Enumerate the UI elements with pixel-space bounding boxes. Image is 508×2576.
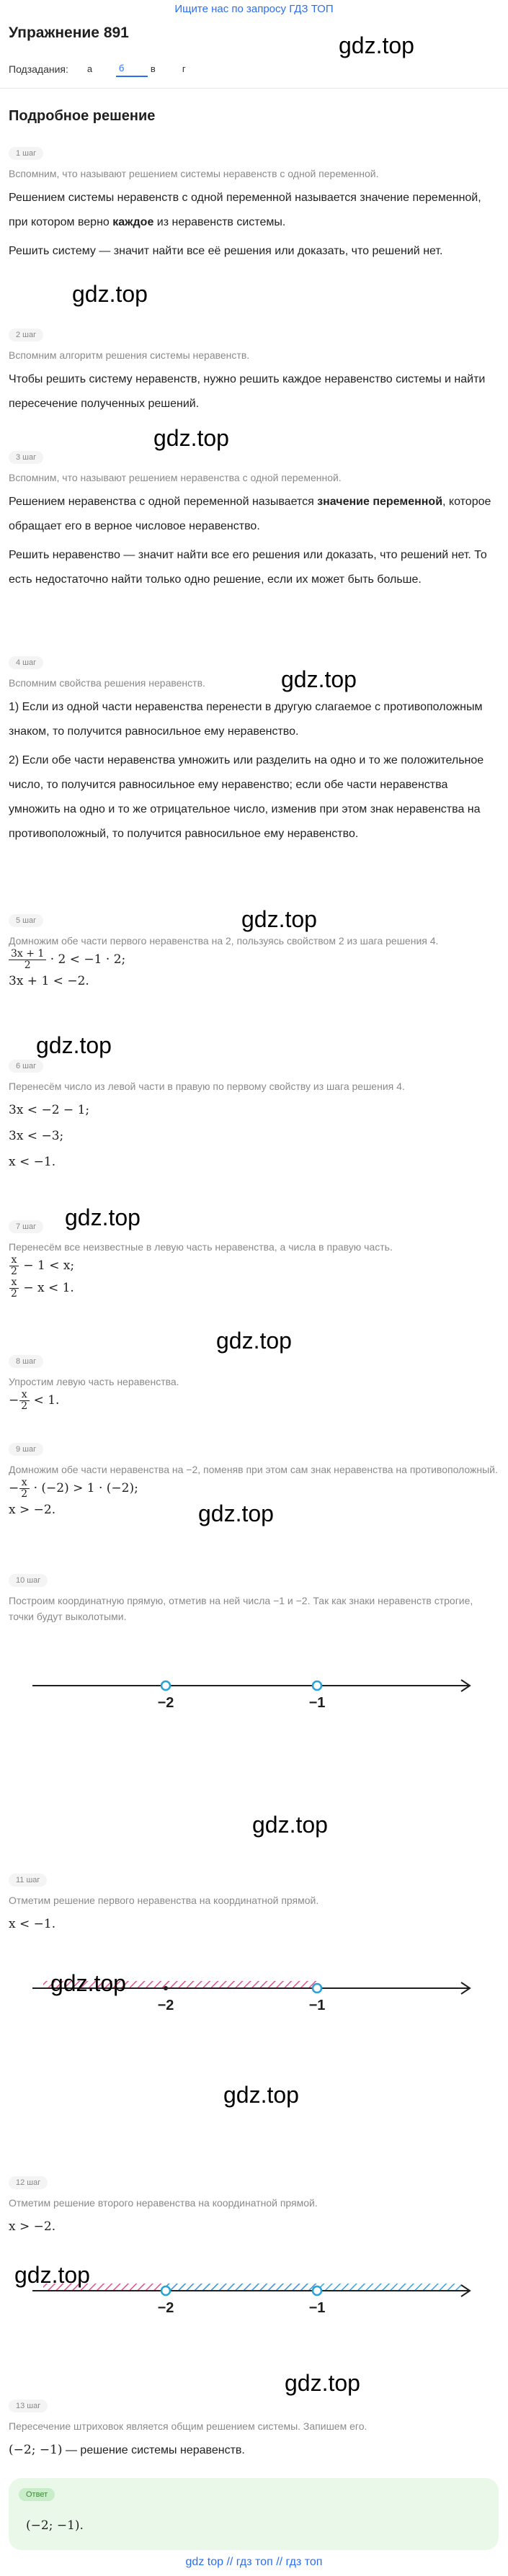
step-6 bbox=[9, 1059, 499, 1172]
math-line: − $\frac{x}{2}$ · (−2) > 1 · (−2); bbox=[9, 1477, 138, 1500]
step-badge: 1 шаг bbox=[9, 147, 43, 160]
step-badge: 5 шаг bbox=[9, 914, 43, 927]
watermark: gdz.top bbox=[65, 1204, 141, 1230]
step-hint: Упростим левую часть неравенства. bbox=[9, 1376, 179, 1387]
math-line: x < −1. bbox=[9, 1917, 56, 1931]
step-badge: 6 шаг bbox=[9, 1060, 43, 1073]
step-13 bbox=[9, 2399, 499, 2461]
step-12 bbox=[9, 2175, 499, 2237]
step-hint: Перенесём все неизвестные в левую часть неравенства, а числа в правую часть. bbox=[9, 1241, 393, 1253]
step-text: Чтобы решить систему неравенств, нужно решить каждое неравенство системы и найти пересечение полученных решений. bbox=[9, 373, 486, 410]
math-line: x < −1. bbox=[9, 1155, 56, 1169]
tick-label: −1 bbox=[308, 1998, 326, 2013]
step-badge: 11 шаг bbox=[9, 1874, 47, 1887]
math-line: x > −2. bbox=[9, 1503, 56, 1517]
subtasks-bar bbox=[9, 61, 211, 77]
step-2 bbox=[9, 328, 499, 416]
step-hint: Вспомним, что называют решением системы неравенств с одной переменной. bbox=[9, 168, 379, 179]
math-line: $\frac{3x + 1}{2}$ · 2 < −1 · 2; bbox=[9, 949, 499, 971]
step-text: 1) Если из одной части неравенства перенести в другую слагаемое с противоположным знаком, то получится равносильное ему неравенство. 2) Если обе части неравенства умножить или разделить на одно и то же положительное число, то получится равносильное ему неравенство; если обе части неравенства умножить на одно и то же отрицательное число, изменив при этом знак неравенства на противоположный, то получится равносильное ему неравенство. bbox=[9, 701, 484, 840]
point-minus-2 bbox=[161, 1681, 170, 1690]
tick-label: −2 bbox=[157, 1695, 174, 1711]
watermark: gdz.top bbox=[216, 1328, 292, 1354]
watermark: gdz.top bbox=[339, 32, 414, 58]
footer-links[interactable]: gdz top // гдз топ // гдз топ bbox=[185, 2556, 323, 2568]
math-line: − $\frac{x}{2}$ < 1. bbox=[9, 1389, 60, 1412]
tick-label: −2 bbox=[157, 1998, 174, 2013]
step-hint: Построим координатную прямую, отметив на ней числа −1 и −2. Так как знаки неравенств строгие, точки будут выколотыми. bbox=[9, 1595, 473, 1622]
number-line-1 bbox=[29, 1671, 476, 1714]
tick-label: −1 bbox=[308, 1695, 326, 1711]
step-badge: 12 шаг bbox=[9, 2176, 48, 2189]
divider bbox=[0, 88, 508, 89]
math-line: $\frac{x}{2}$ − x < 1. bbox=[9, 1277, 499, 1300]
watermark: gdz.top bbox=[252, 1812, 328, 1838]
subtask-b[interactable]: б bbox=[116, 61, 148, 77]
step-badge: 7 шаг bbox=[9, 1220, 43, 1233]
watermark: gdz.top bbox=[72, 281, 148, 307]
tick-minus-2 bbox=[164, 1986, 168, 1990]
step-11 bbox=[9, 1873, 499, 1934]
watermark: gdz.top bbox=[285, 2370, 360, 2396]
step-badge: 8 шаг bbox=[9, 1355, 43, 1368]
math-line: x > −2. bbox=[9, 2219, 56, 2234]
step-hint: Домножим обе части неравенства на −2, поменяв при этом сам знак неравенства на противоположный. bbox=[9, 1464, 498, 1475]
point-minus-1 bbox=[313, 1681, 321, 1690]
answer-value: (−2; −1). bbox=[26, 2518, 84, 2533]
step-hint: Перенесём число из левой части в правую по первому свойству из шага решения 4. bbox=[9, 1081, 405, 1092]
step-7 bbox=[9, 1220, 499, 1300]
watermark: gdz.top bbox=[50, 1970, 126, 1996]
step-3 bbox=[9, 450, 499, 592]
step-hint: Вспомним свойства решения неравенств. bbox=[9, 677, 205, 689]
step-hint: Отметим решение второго неравенства на координатной прямой. bbox=[9, 2197, 318, 2209]
point-minus-1 bbox=[313, 1984, 321, 1993]
step-text: Решением неравенства с одной переменной называется значение переменной, которое обращает его в верное числовое неравенство. Решить неравенство — значит найти все его решения или доказать, что решений нет. То есть недостаточно найти только одно решение, если их может быть больше. bbox=[9, 496, 491, 586]
step-8 bbox=[9, 1354, 499, 1412]
math-line: $\frac{x}{2}$ − 1 < x; bbox=[9, 1255, 499, 1277]
subtasks-label: Подзадания: bbox=[9, 63, 68, 75]
math-line: 3x + 1 < −2. bbox=[9, 974, 89, 988]
step-hint: Пересечение штриховок является общим решением системы. Запишем его. bbox=[9, 2420, 367, 2432]
subtask-a[interactable]: а bbox=[86, 63, 93, 74]
number-line-3 bbox=[29, 2276, 476, 2320]
top-search-link[interactable]: Ищите нас по запросу ГДЗ ТОП bbox=[174, 3, 334, 15]
section-title: Подробное решение bbox=[9, 108, 156, 124]
step-hint: Вспомним алгоритм решения системы неравенств. bbox=[9, 349, 250, 361]
point-minus-1 bbox=[313, 2286, 321, 2295]
subtask-g[interactable]: г bbox=[182, 63, 186, 74]
step-hint: Отметим решение первого неравенства на координатной прямой. bbox=[9, 1895, 319, 1906]
step-badge: 3 шаг bbox=[9, 451, 43, 464]
watermark: gdz.top bbox=[241, 906, 317, 932]
step-hint: Вспомним, что называют решением неравенства с одной переменной. bbox=[9, 472, 342, 483]
step-hint: Домножим обе части первого неравенства на 2, пользуясь свойством 2 из шага решения 4. bbox=[9, 935, 439, 947]
step-badge: 2 шаг bbox=[9, 328, 43, 341]
watermark: gdz.top bbox=[198, 1501, 274, 1526]
step-badge: 4 шаг bbox=[9, 656, 43, 669]
step-badge: 10 шаг bbox=[9, 1574, 48, 1587]
watermark: gdz.top bbox=[36, 1032, 112, 1058]
step-badge: 13 шаг bbox=[9, 2400, 48, 2412]
subtask-v[interactable]: в bbox=[150, 63, 156, 74]
watermark: gdz.top bbox=[281, 666, 357, 692]
watermark: gdz.top bbox=[223, 2082, 299, 2108]
step-1 bbox=[9, 146, 499, 264]
tick-label: −1 bbox=[308, 2300, 326, 2316]
watermark: gdz.top bbox=[153, 425, 229, 451]
step-4 bbox=[9, 656, 499, 846]
answer-badge: Ответ bbox=[19, 2488, 55, 2501]
exercise-title: Упражнение 891 bbox=[9, 24, 129, 41]
watermark: gdz.top bbox=[14, 2262, 90, 2288]
step-badge: 9 шаг bbox=[9, 1443, 43, 1456]
tick-label: −2 bbox=[157, 2300, 174, 2316]
math-line: (−2; −1) — решение системы неравенств. bbox=[9, 2443, 245, 2457]
point-minus-2 bbox=[161, 2286, 170, 2295]
answer-box bbox=[9, 2478, 499, 2550]
step-10 bbox=[9, 1573, 499, 1624]
math-line: 3x < −3; bbox=[9, 1129, 64, 1143]
math-line: 3x < −2 − 1; bbox=[9, 1103, 90, 1117]
step-text: Решением системы неравенств с одной переменной называется значение переменной, при котором верно каждое из неравенств системы. Решить систему — значит найти все её решения или доказать, что решений нет. bbox=[9, 192, 481, 257]
